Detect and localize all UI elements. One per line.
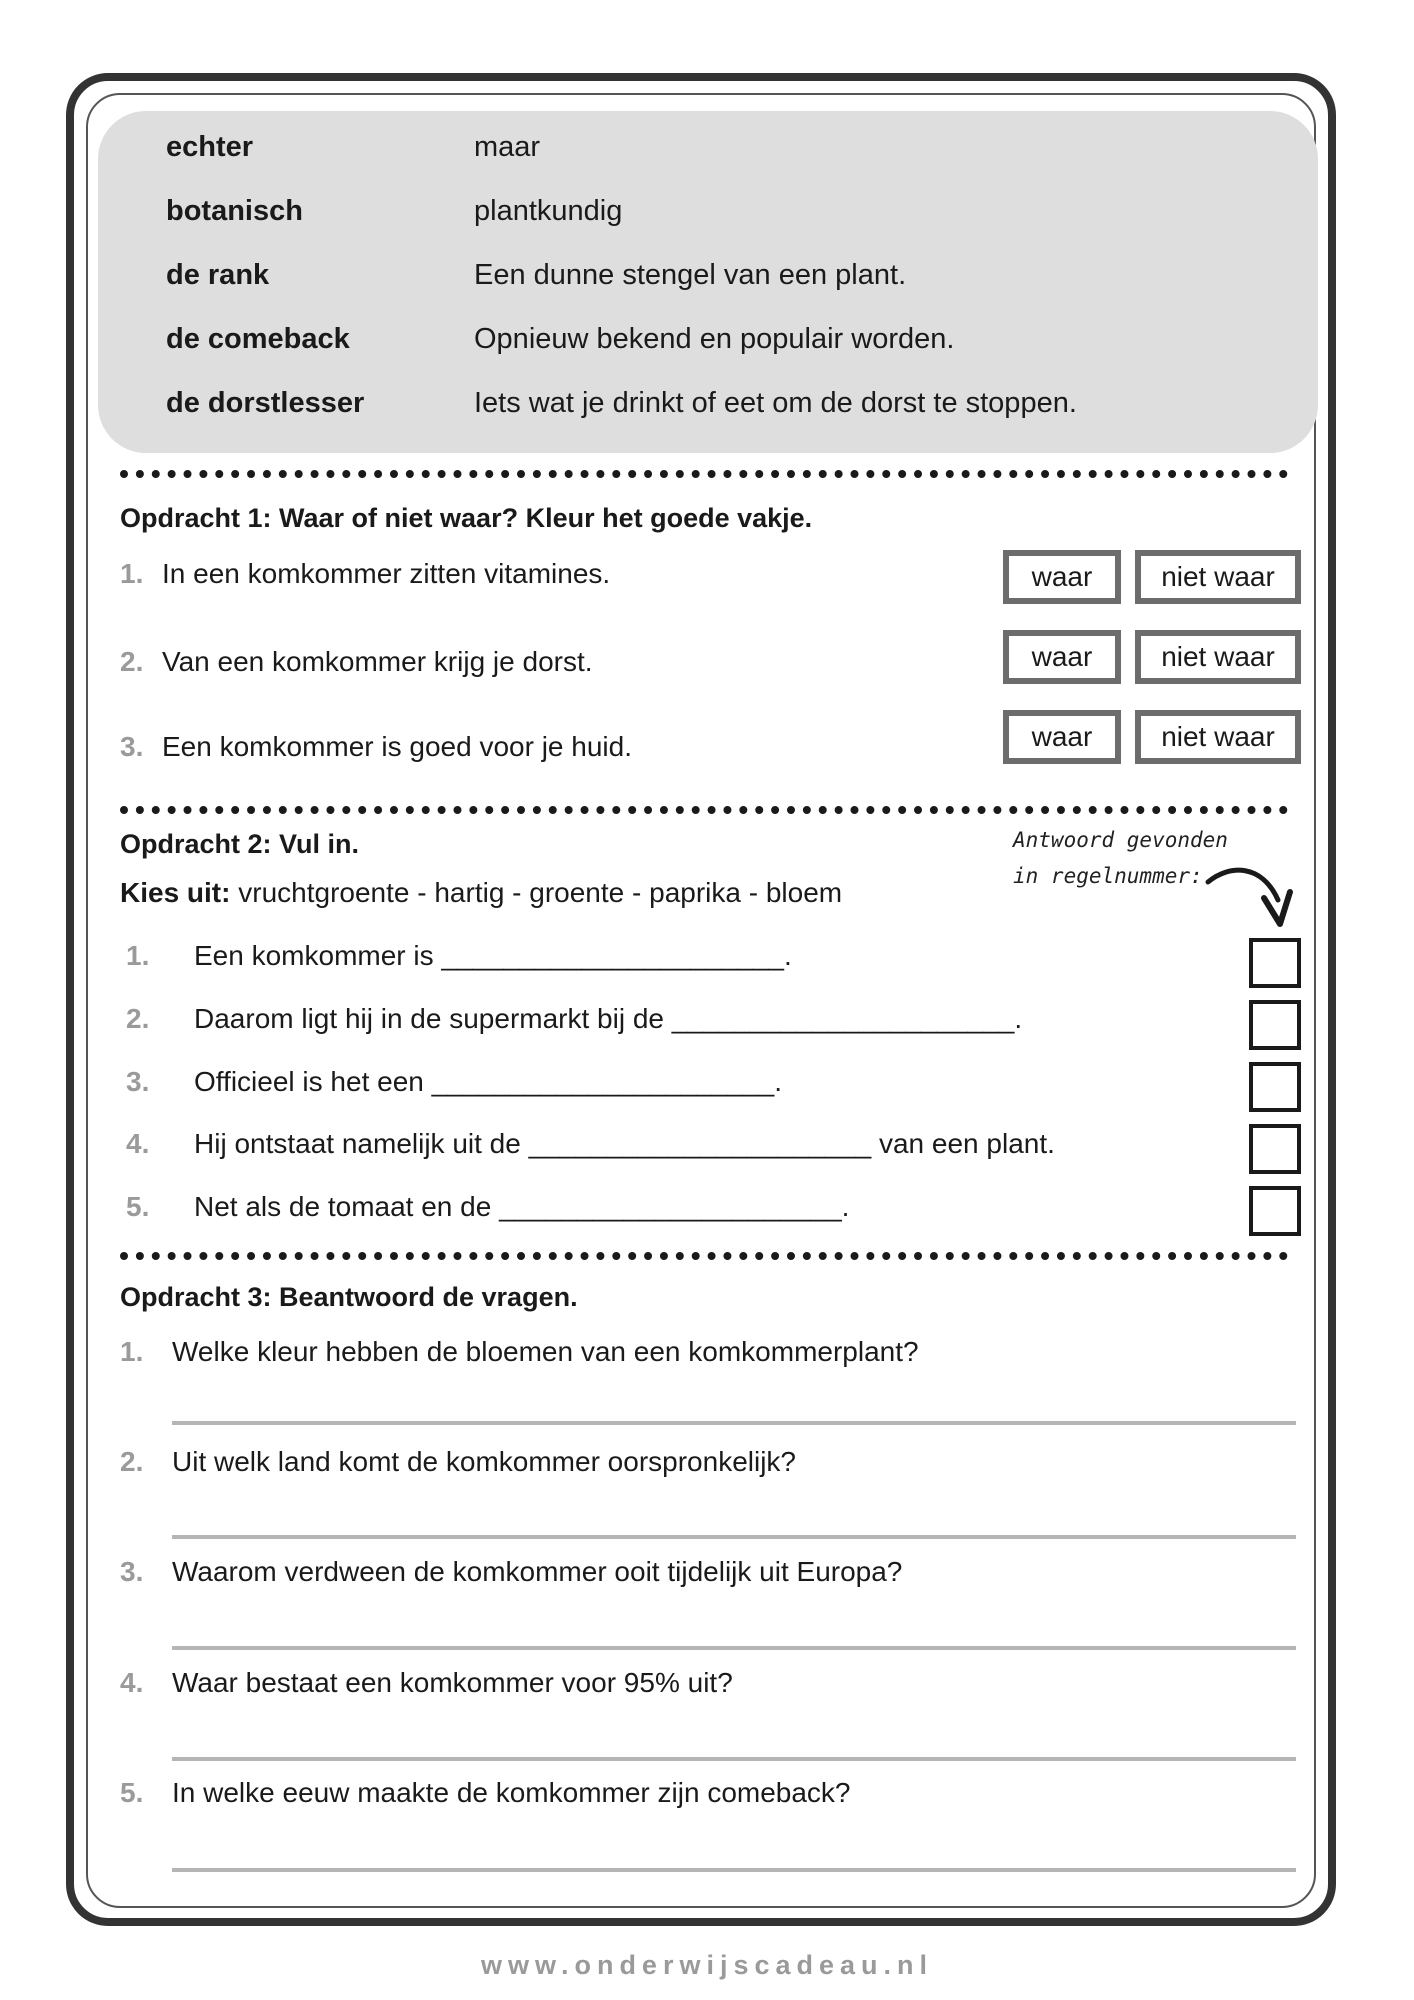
footer-website: www.onderwijscadeau.nl: [480, 1950, 934, 1980]
hand-note: [1013, 822, 1228, 894]
item-text: Uit welk land komt de komkommer oorspronkelijk?: [172, 1446, 796, 1477]
item-text: Een komkommer is goed voor je huid.: [162, 731, 632, 762]
exercise2-item: [126, 1066, 782, 1098]
exercise1-item: [120, 558, 610, 590]
line-number-box[interactable]: [1249, 938, 1301, 988]
answer-line[interactable]: [172, 1868, 1296, 1872]
word-choices: [120, 877, 842, 909]
answer-line[interactable]: [172, 1757, 1296, 1761]
item-number: 1.: [120, 558, 144, 589]
item-number: 1.: [120, 1336, 144, 1367]
item-text: Waar bestaat een komkommer voor 95% uit?: [172, 1667, 733, 1698]
answer-line[interactable]: [172, 1535, 1296, 1539]
exercise3-item: [120, 1777, 851, 1809]
item-text: Welke kleur hebben de bloemen van een komkommerplant?: [172, 1336, 919, 1367]
vocabulary-definition: Een dunne stengel van een plant.: [474, 259, 907, 291]
item-text: In welke eeuw maakte de komkommer zijn comeback?: [172, 1777, 851, 1808]
item-text: Net als de tomaat en de ______________________.: [194, 1191, 850, 1222]
item-number: 2.: [120, 646, 144, 677]
item-number: 5.: [120, 1777, 144, 1808]
exercise3-title: Opdracht 3: Beantwoord de vragen.: [120, 1282, 578, 1312]
hand-note-line: in regelnummer:: [1013, 864, 1203, 888]
exercise3-item: [120, 1446, 796, 1478]
exercise2-item: [126, 940, 792, 972]
vocabulary-definition: Opnieuw bekend en populair worden.: [474, 323, 955, 355]
item-text: Hij ontstaat namelijk uit de ______________________ van een plant.: [194, 1128, 1055, 1159]
exercise1-item: [120, 646, 593, 678]
vocabulary-term: botanisch: [166, 195, 303, 227]
line-number-box[interactable]: [1249, 1000, 1301, 1050]
vocabulary-box: [98, 111, 1318, 453]
choose-label: Kies uit:: [120, 877, 231, 908]
answer-line[interactable]: [172, 1421, 1296, 1425]
item-text: In een komkommer zitten vitamines.: [162, 558, 611, 589]
item-number: 4.: [126, 1128, 150, 1159]
item-text: Van een komkommer krijg je dorst.: [162, 646, 593, 677]
vocabulary-term: de dorstlesser: [166, 387, 365, 419]
line-number-box[interactable]: [1249, 1062, 1301, 1112]
vocabulary-term: de comeback: [166, 323, 350, 355]
dotted-divider: [120, 806, 1288, 814]
exercise1-title: Opdracht 1: Waar of niet waar? Kleur het goede vakje.: [120, 503, 813, 533]
item-text: Officieel is het een ______________________.: [194, 1066, 782, 1097]
item-number: 3.: [120, 1556, 144, 1587]
item-number: 3.: [120, 731, 144, 762]
item-number: 2.: [126, 1003, 150, 1034]
item-number: 1.: [126, 940, 150, 971]
true-box[interactable]: waar: [1003, 710, 1121, 764]
vocabulary-definition: maar: [474, 131, 541, 163]
false-box[interactable]: niet waar: [1135, 630, 1301, 684]
vocabulary-term: echter: [166, 131, 254, 163]
dotted-divider: [120, 1252, 1288, 1260]
false-box[interactable]: niet waar: [1135, 550, 1301, 604]
line-number-box[interactable]: [1249, 1186, 1301, 1236]
line-number-box[interactable]: [1249, 1124, 1301, 1174]
vocabulary-definition: Iets wat je drinkt of eet om de dorst te stoppen.: [474, 387, 1077, 419]
exercise3-item: [120, 1556, 902, 1588]
exercise2-title: Opdracht 2: Vul in.: [120, 829, 360, 859]
exercise3-item: [120, 1667, 733, 1699]
answer-line[interactable]: [172, 1646, 1296, 1650]
item-text: Waarom verdween de komkommer ooit tijdelijk uit Europa?: [172, 1556, 903, 1587]
exercise3-item: [120, 1336, 919, 1368]
exercise2-item: [126, 1003, 1022, 1035]
item-number: 5.: [126, 1191, 150, 1222]
true-box[interactable]: waar: [1003, 550, 1121, 604]
vocabulary-term: de rank: [166, 259, 270, 291]
vocabulary-definition: plantkundig: [474, 195, 623, 227]
exercise2-item: [126, 1128, 1055, 1160]
item-number: 3.: [126, 1066, 150, 1097]
dotted-divider: [120, 470, 1288, 478]
choose-words: vruchtgroente - hartig - groente - paprika - bloem: [238, 877, 843, 908]
hand-note-line: Antwoord gevonden: [1013, 828, 1228, 852]
true-box[interactable]: waar: [1003, 630, 1121, 684]
curved-arrow-icon: [1200, 860, 1296, 940]
exercise1-item: [120, 731, 632, 763]
item-text: Daarom ligt hij in de supermarkt bij de ______________________.: [194, 1003, 1023, 1034]
exercise2-item: [126, 1191, 849, 1223]
item-text: Een komkommer is ______________________.: [194, 940, 792, 971]
item-number: 4.: [120, 1667, 144, 1698]
false-box[interactable]: niet waar: [1135, 710, 1301, 764]
item-number: 2.: [120, 1446, 144, 1477]
